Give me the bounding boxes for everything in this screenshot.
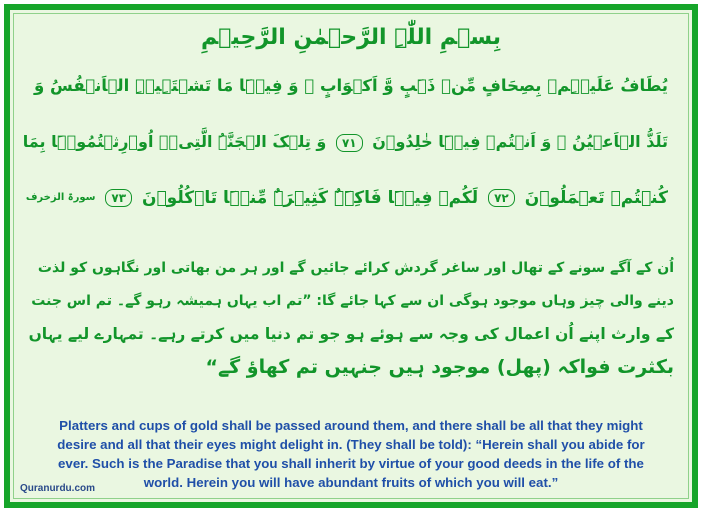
- arabic-line-3: [20, 170, 682, 226]
- bismillah: بِسۡمِ اللّٰہِ الرَّحۡمٰنِ الرَّحِیۡمِ: [201, 25, 501, 50]
- arabic-line-1-text: یُطَافُ عَلَیۡہِمۡ بِصِحَافٍ مِّنۡ ذَہَبٍ وَّ اَکۡوَابٍ ۚ وَ فِیۡہَا مَا تَشۡتَہِیۡہِ الۡاَنۡفُسُ وَ: [34, 76, 668, 95]
- urdu-line-3: کے وارث اپنے اُن اعمال کی وجہ سے ہوئے ہو جو تم دنیا میں کرتے رہے۔ تمہارے لیے یہاں: [28, 325, 674, 343]
- arabic-line-1: [20, 58, 682, 114]
- arabic-line-3b-text: لَکُمۡ فِیۡہَا فَاکِہَۃٌ کَثِیۡرَۃٌ مِّنۡہَا تَاۡکُلُوۡنَ: [141, 188, 479, 208]
- urdu-line-2: دینے والی چیز وہاں موجود ہوگی ان سے کہا جائے گا: ”تم اب یہاں ہمیشہ رہو گے۔ تم اس جنت: [31, 293, 674, 309]
- arabic-line-2b-text: وَ تِلۡکَ الۡجَنَّۃُ الَّتِیۡۤ اُوۡرِثۡتُمُوۡہَا بِمَا: [22, 132, 327, 151]
- surah-reference: سورۃ الزخرف: [25, 192, 96, 203]
- arabic-verse-block: [20, 16, 682, 236]
- card-frame: [4, 4, 698, 508]
- urdu-line-1: اُن کے آگے سونے کے تھال اور ساغر گردش کرائے جائیں گے اور ہر من بھاتی اور نگاہوں کو لذت: [37, 260, 674, 276]
- ayah-marker-72: ٧٢: [488, 189, 515, 207]
- english-line-3: ever. Such is the Paradise that you shall inherit by virtue of your good deeds in the life of the: [58, 456, 644, 471]
- ayah-marker-71: ٧١: [336, 134, 363, 152]
- arabic-line-2-text: تَلَذُّ الۡاَعۡیُنُ ۚ وَ اَنۡتُمۡ فِیۡہَا خٰلِدُوۡنَ: [372, 132, 668, 151]
- urdu-translation: [28, 252, 674, 417]
- arabic-line-3-text: کُنۡتُمۡ تَعۡمَلُوۡنَ: [524, 188, 668, 208]
- arabic-line-2: [20, 114, 682, 170]
- english-line-4: world. Herein you will have abundant fruits of which you will eat.”: [143, 475, 559, 490]
- ayah-marker-73: ٧٣: [105, 189, 132, 207]
- english-line-1: Platters and cups of gold shall be passed around them, and there shall be all that they might: [59, 418, 643, 433]
- site-watermark: Quranurdu.com: [20, 483, 96, 494]
- urdu-line-4: بکثرت فواکہ (پھل) موجود ہیں جنہیں تم کھاؤ گے“: [205, 356, 674, 378]
- english-line-2: desire and all that their eyes might delight in. (They shall be told): “Herein shall you abide for: [57, 437, 645, 452]
- english-translation: [22, 416, 680, 492]
